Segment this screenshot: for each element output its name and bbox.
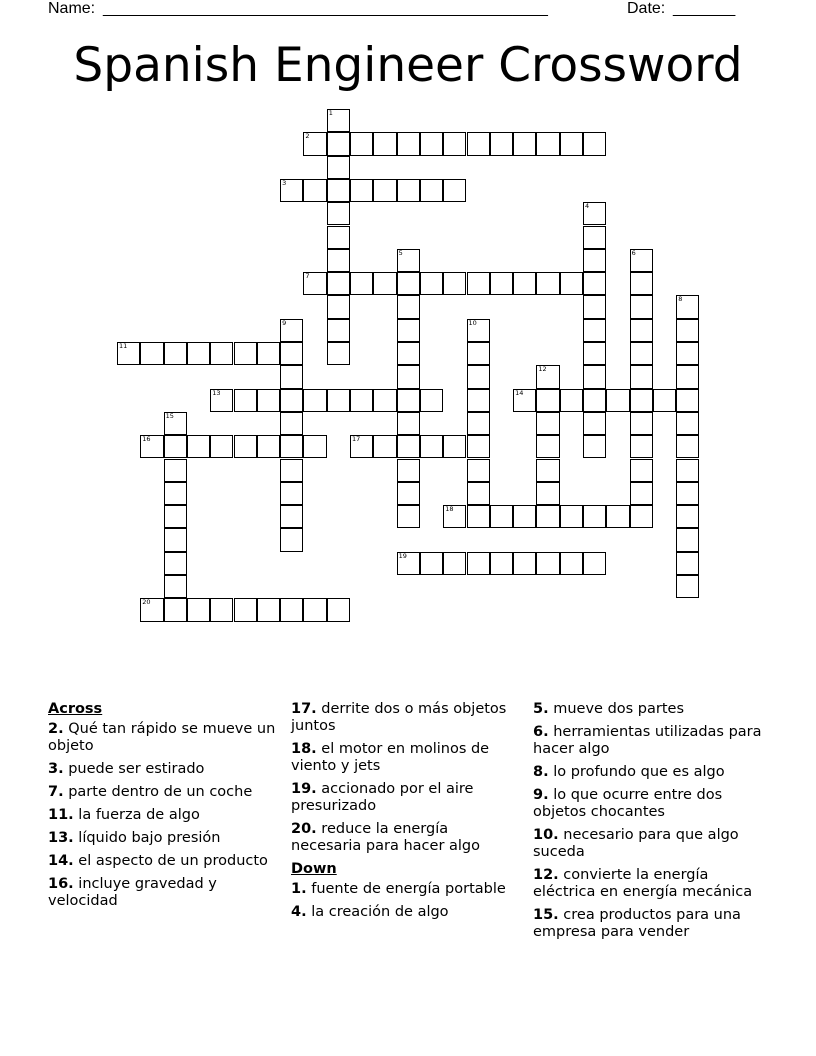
clue-number: 20.	[291, 821, 317, 837]
across-heading: Across	[48, 701, 103, 717]
grid-cell[interactable]	[536, 435, 559, 458]
grid-cell[interactable]	[536, 389, 559, 412]
clue-number: 12.	[533, 867, 559, 883]
grid-cell[interactable]	[420, 389, 443, 412]
grid-cell[interactable]	[676, 482, 699, 505]
clue-text: fuente de energía portable	[311, 881, 506, 897]
grid-cell[interactable]	[676, 575, 699, 598]
clue-text: parte dentro de un coche	[68, 784, 253, 800]
clue-number: 19.	[291, 781, 317, 797]
cell-number: 20	[142, 598, 151, 607]
grid-cell[interactable]	[490, 272, 513, 295]
grid-cell[interactable]	[630, 295, 653, 318]
grid-cell[interactable]	[397, 505, 420, 528]
clue-text: puede ser estirado	[68, 761, 205, 777]
grid-cell[interactable]	[373, 132, 396, 155]
grid-cell[interactable]	[164, 412, 187, 435]
grid-cell[interactable]	[583, 202, 606, 225]
grid-cell[interactable]	[490, 505, 513, 528]
grid-cell[interactable]	[630, 389, 653, 412]
clue-across-20	[291, 821, 523, 855]
grid-cell[interactable]	[257, 435, 280, 458]
grid-cell[interactable]	[420, 435, 443, 458]
grid-cell[interactable]	[397, 179, 420, 202]
grid-cell[interactable]	[397, 482, 420, 505]
grid-cell[interactable]	[164, 342, 187, 365]
grid-cell[interactable]	[443, 552, 466, 575]
clue-number: 5.	[533, 701, 549, 717]
grid-cell[interactable]	[583, 435, 606, 458]
grid-cell[interactable]	[140, 435, 163, 458]
grid-cell[interactable]	[373, 179, 396, 202]
grid-cell[interactable]	[513, 505, 536, 528]
grid-cell[interactable]	[280, 412, 303, 435]
grid-cell[interactable]	[164, 505, 187, 528]
grid-cell[interactable]	[676, 319, 699, 342]
grid-cell[interactable]	[280, 319, 303, 342]
grid-cell[interactable]	[583, 342, 606, 365]
grid-cell[interactable]	[467, 412, 490, 435]
clue-number: 17.	[291, 701, 317, 717]
clue-text: convierte la energía eléctrica en energía mecánica	[533, 867, 753, 900]
clue-text: lo que ocurre entre dos objetos chocantes	[533, 787, 723, 820]
grid-cell[interactable]	[467, 319, 490, 342]
clue-down-6	[533, 724, 765, 758]
grid-cell[interactable]	[303, 389, 326, 412]
grid-cell[interactable]	[560, 389, 583, 412]
clue-text: el aspecto de un producto	[78, 853, 268, 869]
grid-cell[interactable]	[467, 272, 490, 295]
grid-cell[interactable]	[443, 272, 466, 295]
clue-text: el motor en molinos de viento y jets	[291, 741, 490, 774]
clue-number: 9.	[533, 787, 549, 803]
grid-cell[interactable]	[373, 435, 396, 458]
grid-cell[interactable]	[397, 272, 420, 295]
name-blank-line: __________________________________________________	[103, 0, 548, 17]
grid-cell[interactable]	[630, 319, 653, 342]
grid-cell[interactable]	[583, 295, 606, 318]
cell-number: 10	[468, 318, 477, 327]
grid-cell[interactable]	[280, 505, 303, 528]
clue-across-18	[291, 741, 523, 775]
clue-number: 10.	[533, 827, 559, 843]
clue-across-14	[48, 853, 280, 870]
cell-number: 2	[305, 132, 310, 141]
grid-cell[interactable]	[164, 552, 187, 575]
clue-number: 1.	[291, 881, 307, 897]
grid-cell[interactable]	[676, 412, 699, 435]
grid-cell[interactable]	[420, 179, 443, 202]
clue-across-17	[291, 701, 523, 735]
cell-number: 15	[165, 411, 174, 420]
grid-cell[interactable]	[257, 598, 280, 621]
grid-cell[interactable]	[280, 528, 303, 551]
grid-cell[interactable]	[187, 435, 210, 458]
grid-cell[interactable]	[676, 435, 699, 458]
grid-cell[interactable]	[280, 365, 303, 388]
clue-number: 4.	[291, 904, 307, 920]
grid-cell[interactable]	[397, 389, 420, 412]
grid-cell[interactable]	[420, 272, 443, 295]
clues-column-2	[291, 701, 523, 927]
cell-number: 16	[142, 435, 151, 444]
grid-cell[interactable]	[467, 552, 490, 575]
clue-number: 7.	[48, 784, 64, 800]
grid-cell[interactable]	[583, 552, 606, 575]
grid-cell[interactable]	[606, 389, 629, 412]
page-title: Spanish Engineer Crossword	[73, 38, 743, 93]
cell-number: 5	[398, 248, 403, 257]
grid-cell[interactable]	[676, 505, 699, 528]
clue-across-19	[291, 781, 523, 815]
clue-text: herramientas utilizadas para hacer algo	[533, 724, 762, 757]
clue-text: Qué tan rápido se mueve un objeto	[48, 721, 276, 754]
grid-cell[interactable]	[327, 179, 350, 202]
grid-cell[interactable]	[443, 132, 466, 155]
grid-cell[interactable]	[583, 249, 606, 272]
grid-cell[interactable]	[676, 342, 699, 365]
grid-cell[interactable]	[583, 389, 606, 412]
cell-number: 11	[119, 342, 128, 350]
cell-number: 12	[538, 365, 547, 374]
grid-cell[interactable]	[327, 295, 350, 318]
grid-cell[interactable]	[327, 132, 350, 155]
grid-cell[interactable]	[583, 505, 606, 528]
grid-cell[interactable]	[583, 319, 606, 342]
cell-number: 6	[631, 248, 636, 257]
grid-cell[interactable]	[257, 389, 280, 412]
grid-cell[interactable]	[397, 342, 420, 365]
grid-cell[interactable]	[397, 319, 420, 342]
grid-cell[interactable]	[327, 202, 350, 225]
clue-down-9	[533, 787, 765, 821]
grid-cell[interactable]	[397, 249, 420, 272]
grid-cell[interactable]	[630, 482, 653, 505]
grid-cell[interactable]	[164, 528, 187, 551]
grid-cell[interactable]	[560, 132, 583, 155]
cell-number: 19	[398, 551, 407, 560]
grid-cell[interactable]	[397, 132, 420, 155]
grid-cell[interactable]	[397, 435, 420, 458]
cell-number: 13	[212, 388, 221, 397]
grid-cell[interactable]	[327, 156, 350, 179]
clue-text: crea productos para una empresa para vender	[533, 907, 741, 940]
grid-cell[interactable]	[630, 459, 653, 482]
grid-cell[interactable]	[303, 598, 326, 621]
clue-number: 15.	[533, 907, 559, 923]
grid-cell[interactable]	[467, 365, 490, 388]
grid-cell[interactable]	[303, 272, 326, 295]
grid-cell[interactable]	[234, 342, 257, 365]
clue-text: necesario para que algo suceda	[533, 827, 739, 860]
grid-cell[interactable]	[467, 342, 490, 365]
grid-cell[interactable]	[327, 319, 350, 342]
grid-cell[interactable]	[536, 459, 559, 482]
cell-number: 18	[445, 505, 454, 514]
grid-cell[interactable]	[280, 459, 303, 482]
grid-cell[interactable]	[583, 132, 606, 155]
grid-cell[interactable]	[467, 505, 490, 528]
grid-cell[interactable]	[303, 179, 326, 202]
grid-cell[interactable]	[164, 598, 187, 621]
clues-column-1	[48, 701, 280, 916]
grid-cell[interactable]	[513, 389, 536, 412]
clue-number: 2.	[48, 721, 64, 737]
grid-cell[interactable]	[327, 342, 350, 365]
grid-cell[interactable]	[164, 575, 187, 598]
grid-cell[interactable]	[513, 552, 536, 575]
grid-cell[interactable]	[676, 295, 699, 318]
grid-cell[interactable]	[327, 598, 350, 621]
grid-cell[interactable]	[397, 412, 420, 435]
grid-cell[interactable]	[210, 342, 233, 365]
clue-down-4	[291, 904, 523, 921]
grid-cell[interactable]	[653, 389, 676, 412]
clue-number: 3.	[48, 761, 64, 777]
grid-cell[interactable]	[397, 365, 420, 388]
grid-cell[interactable]	[630, 342, 653, 365]
grid-cell[interactable]	[583, 226, 606, 249]
grid-cell[interactable]	[280, 342, 303, 365]
grid-cell[interactable]	[280, 435, 303, 458]
clue-number: 11.	[48, 807, 74, 823]
grid-cell[interactable]	[327, 109, 350, 132]
grid-cell[interactable]	[560, 272, 583, 295]
grid-cell[interactable]	[606, 505, 629, 528]
grid-cell[interactable]	[536, 365, 559, 388]
cell-number: 17	[352, 435, 361, 444]
grid-cell[interactable]	[676, 365, 699, 388]
grid-cell[interactable]	[490, 552, 513, 575]
clue-down-15	[533, 907, 765, 941]
cell-number: 1	[328, 109, 333, 117]
grid-cell[interactable]	[350, 272, 373, 295]
cell-number: 8	[678, 295, 683, 304]
clue-text: accionado por el aire presurizado	[291, 781, 474, 814]
cell-number: 9	[282, 318, 287, 327]
grid-cell[interactable]	[327, 226, 350, 249]
clue-across-2	[48, 721, 280, 755]
grid-cell[interactable]	[327, 249, 350, 272]
grid-cell[interactable]	[467, 132, 490, 155]
clue-across-3	[48, 761, 280, 778]
grid-cell[interactable]	[210, 435, 233, 458]
grid-cell[interactable]	[536, 505, 559, 528]
grid-cell[interactable]	[327, 272, 350, 295]
grid-cell[interactable]	[140, 598, 163, 621]
grid-cell[interactable]	[513, 272, 536, 295]
grid-cell[interactable]	[303, 435, 326, 458]
clue-text: lo profundo que es algo	[553, 764, 725, 780]
grid-cell[interactable]	[280, 389, 303, 412]
grid-cell[interactable]	[536, 412, 559, 435]
clue-number: 18.	[291, 741, 317, 757]
grid-cell[interactable]	[234, 435, 257, 458]
clue-down-8	[533, 764, 765, 781]
grid-cell[interactable]	[164, 459, 187, 482]
grid-cell[interactable]	[467, 389, 490, 412]
clue-across-7	[48, 784, 280, 801]
clue-number: 13.	[48, 830, 74, 846]
clue-number: 8.	[533, 764, 549, 780]
grid-cell[interactable]	[234, 598, 257, 621]
clue-text: líquido bajo presión	[78, 830, 221, 846]
grid-cell[interactable]	[303, 132, 326, 155]
clue-down-12	[533, 867, 765, 901]
down-heading: Down	[291, 861, 337, 877]
grid-cell[interactable]	[397, 295, 420, 318]
grid-cell[interactable]	[280, 179, 303, 202]
grid-cell[interactable]	[443, 505, 466, 528]
grid-cell[interactable]	[350, 179, 373, 202]
grid-cell[interactable]	[234, 389, 257, 412]
grid-cell[interactable]	[280, 598, 303, 621]
grid-cell[interactable]	[443, 435, 466, 458]
clue-text: derrite dos o más objetos juntos	[291, 701, 507, 734]
grid-cell[interactable]	[560, 552, 583, 575]
grid-cell[interactable]	[676, 552, 699, 575]
clue-number: 14.	[48, 853, 74, 869]
grid-cell[interactable]	[210, 598, 233, 621]
grid-cell[interactable]	[630, 412, 653, 435]
grid-cell[interactable]	[630, 505, 653, 528]
grid-cell[interactable]	[397, 552, 420, 575]
grid-cell[interactable]	[467, 435, 490, 458]
cell-number: 7	[305, 272, 310, 281]
grid-cell[interactable]	[164, 482, 187, 505]
grid-cell[interactable]	[187, 342, 210, 365]
grid-cell[interactable]	[536, 482, 559, 505]
grid-cell[interactable]	[187, 598, 210, 621]
grid-cell[interactable]	[327, 389, 350, 412]
grid-cell[interactable]	[630, 435, 653, 458]
grid-cell[interactable]	[630, 365, 653, 388]
clue-text: la creación de algo	[311, 904, 449, 920]
grid-cell[interactable]	[117, 342, 140, 365]
grid-cell[interactable]	[536, 132, 559, 155]
grid-cell[interactable]	[397, 459, 420, 482]
grid-cell[interactable]	[583, 272, 606, 295]
grid-cell[interactable]	[676, 459, 699, 482]
clue-number: 16.	[48, 876, 74, 892]
grid-cell[interactable]	[676, 528, 699, 551]
grid-cell[interactable]	[467, 482, 490, 505]
clue-text: mueve dos partes	[553, 701, 685, 717]
grid-cell[interactable]	[513, 132, 536, 155]
clue-across-16	[48, 876, 280, 910]
grid-cell[interactable]	[583, 412, 606, 435]
date-label: Date:	[627, 0, 666, 17]
grid-cell[interactable]	[490, 132, 513, 155]
date-blank-line: _______	[673, 0, 736, 17]
grid-cell[interactable]	[583, 365, 606, 388]
grid-cell[interactable]	[373, 389, 396, 412]
grid-cell[interactable]	[420, 552, 443, 575]
grid-cell[interactable]	[140, 342, 163, 365]
grid-cell[interactable]	[560, 505, 583, 528]
clue-text: reduce la energía necesaria para hacer algo	[291, 821, 481, 854]
grid-cell[interactable]	[164, 435, 187, 458]
clue-across-11	[48, 807, 280, 824]
clues-column-3	[533, 701, 765, 947]
grid-cell[interactable]	[210, 389, 233, 412]
grid-cell[interactable]	[443, 179, 466, 202]
clue-down-5	[533, 701, 765, 718]
cell-number: 4	[585, 202, 590, 211]
grid-cell[interactable]	[536, 272, 559, 295]
clue-text: la fuerza de algo	[78, 807, 200, 823]
clue-down-1	[291, 881, 523, 898]
name-label: Name:	[48, 0, 96, 17]
grid-cell[interactable]	[373, 272, 396, 295]
grid-cell[interactable]	[467, 459, 490, 482]
grid-cell[interactable]	[257, 342, 280, 365]
grid-cell[interactable]	[536, 552, 559, 575]
grid-cell[interactable]	[420, 132, 443, 155]
grid-cell[interactable]	[350, 435, 373, 458]
grid-cell[interactable]	[350, 389, 373, 412]
cell-number: 14	[515, 388, 524, 397]
clue-number: 6.	[533, 724, 549, 740]
grid-cell[interactable]	[280, 482, 303, 505]
grid-cell[interactable]	[630, 249, 653, 272]
grid-cell[interactable]	[350, 132, 373, 155]
clue-down-10	[533, 827, 765, 861]
grid-cell[interactable]	[676, 389, 699, 412]
clue-across-13	[48, 830, 280, 847]
grid-cell[interactable]	[630, 272, 653, 295]
cell-number: 3	[282, 178, 287, 187]
clue-text: incluye gravedad y velocidad	[48, 876, 217, 909]
